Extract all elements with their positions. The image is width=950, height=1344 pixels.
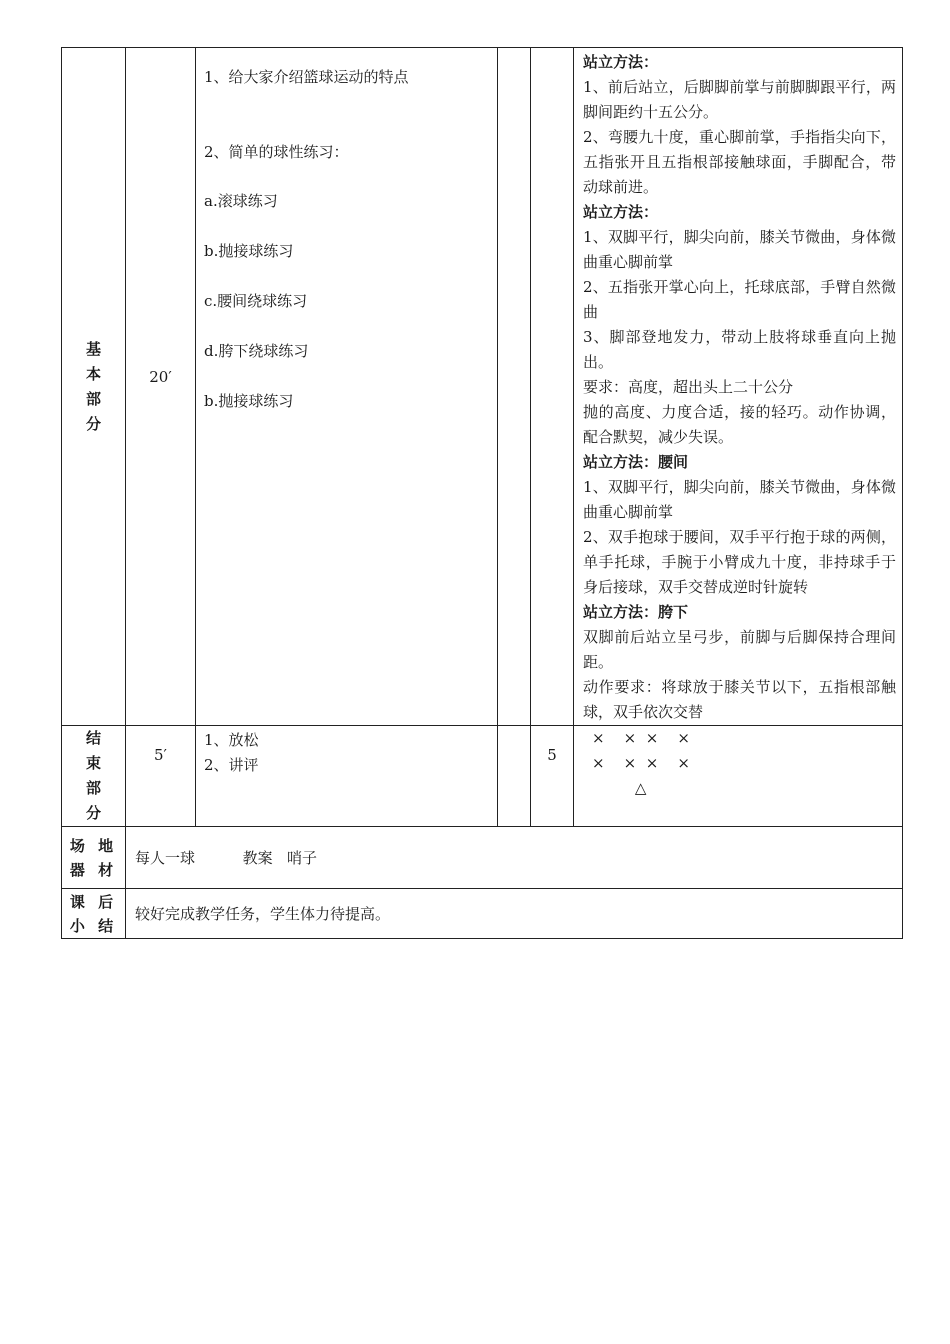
method-line: 2、弯腰九十度，重心脚前掌，手指指尖向下，五指张开且五指根部接触球面，手脚配合，带动球前进。: [583, 128, 896, 196]
basic-method: [574, 48, 903, 726]
summary-label-line: 小 结: [69, 916, 118, 935]
venue-text: 每人一球 教案 哨子: [126, 827, 903, 889]
method-line: 站立方法：胯下: [583, 603, 689, 621]
method-line: 站立方法：腰间: [583, 453, 689, 471]
label-char: 部: [85, 779, 101, 797]
content-item: c.腰间绕球练习: [204, 292, 308, 310]
method-line: 动作要求：将球放于膝关节以下，五指根部触球，双手依次交替: [583, 678, 896, 721]
method-line: 2、双手抱球于腰间，双手平行抱于球的两侧，单手托球，手腕于小臂成九十度，非持球手于身后接球，双手交替成逆时针旋转: [583, 528, 896, 596]
method-line: 要求：高度，超出头上二十公分: [583, 378, 794, 396]
venue-row: [62, 827, 903, 889]
label-char: 分: [85, 804, 101, 822]
label-char: 基: [85, 339, 101, 358]
basic-time: 20′: [126, 48, 196, 726]
label-char: 束: [85, 754, 101, 772]
basic-section-row: [62, 48, 903, 726]
method-line: 1、前后站立，后脚脚前掌与前脚脚跟平行，两脚间距约十五公分。: [583, 78, 896, 121]
method-line: 1、双脚平行，脚尖向前，膝关节微曲，身体微曲重心脚前掌: [583, 228, 896, 271]
label-char: 结: [85, 729, 101, 747]
lesson-plan-table: [61, 47, 903, 939]
formation-row: × × × ×: [592, 729, 690, 747]
formation-row: △: [592, 779, 647, 797]
basic-empty-col-b: [531, 48, 574, 726]
method-line: 站立方法：: [583, 53, 659, 71]
basic-content: [196, 48, 498, 726]
content-item: 1、给大家介绍篮球运动的特点: [204, 68, 409, 86]
summary-label-line: 课 后: [69, 892, 118, 911]
content-item: b.抛接球练习: [204, 242, 294, 260]
ending-time: 5′: [126, 726, 196, 827]
content-item: 2、讲评: [204, 756, 259, 774]
method-line: 站立方法：: [583, 203, 659, 221]
summary-row: [62, 889, 903, 939]
summary-label: [62, 889, 126, 939]
basic-section-label: [62, 48, 126, 726]
ending-empty-col: [498, 726, 531, 827]
ending-count: 5: [531, 726, 574, 827]
content-item: b.抛接球练习: [204, 392, 294, 410]
method-line: 抛的高度、力度合适，接的轻巧。动作协调，配合默契，减少失误。: [583, 403, 896, 446]
method-line: 1、双脚平行，脚尖向前，膝关节微曲，身体微曲重心脚前掌: [583, 478, 896, 521]
venue-label: [62, 827, 126, 889]
label-char: 分: [85, 414, 101, 433]
formation-row: × × × ×: [592, 754, 690, 772]
content-item: 1、放松: [204, 731, 259, 749]
method-line: 双脚前后站立呈弓步，前脚与后脚保持合理间距。: [583, 628, 896, 671]
content-item: 2、简单的球性练习：: [204, 143, 349, 161]
ending-section-row: [62, 726, 903, 827]
method-line: 2、五指张开掌心向上，托球底部，手臂自然微曲: [583, 278, 896, 321]
summary-text: 较好完成教学任务，学生体力待提高。: [126, 889, 903, 939]
venue-label-line: 器 材: [69, 860, 118, 879]
content-item: d.胯下绕球练习: [204, 342, 309, 360]
ending-content: [196, 726, 498, 827]
label-char: 本: [85, 364, 101, 383]
venue-label-line: 场 地: [69, 836, 118, 855]
content-item: a.滚球练习: [204, 192, 278, 210]
method-line: 3、脚部登地发力，带动上肢将球垂直向上抛出。: [583, 328, 896, 371]
ending-formation: [574, 726, 903, 827]
ending-section-label: [62, 726, 126, 827]
label-char: 部: [85, 389, 101, 408]
basic-empty-col-a: [498, 48, 531, 726]
